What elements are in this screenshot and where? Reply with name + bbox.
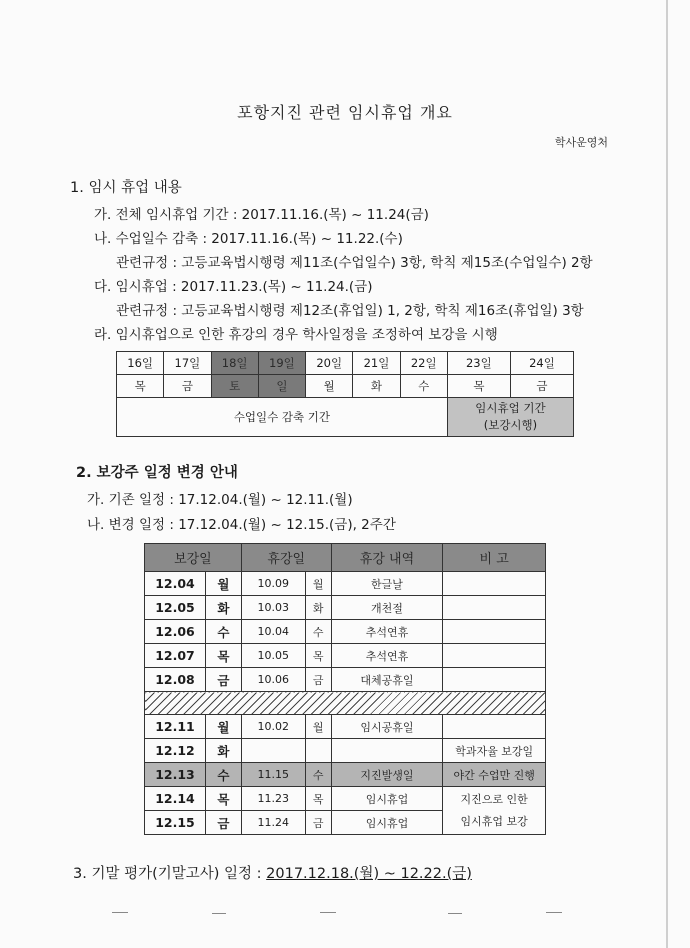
table-row xyxy=(145,715,546,739)
off-day: 금 xyxy=(305,668,331,692)
calendar-weekday: 일 xyxy=(258,375,305,398)
closure-calendar-table xyxy=(116,351,574,437)
off-reason: 대체공휴일 xyxy=(331,668,443,692)
off-reason: 지진발생일 xyxy=(331,763,443,787)
off-date: 10.04 xyxy=(241,620,305,644)
calendar-weekday: 목 xyxy=(447,375,510,398)
note: 학과자율 보강일 xyxy=(443,739,546,763)
merged-note-line-1: 지진으로 인한 xyxy=(460,792,528,806)
off-day: 목 xyxy=(305,644,331,668)
makeup-date: 12.15 xyxy=(145,811,206,835)
calendar-weekday: 금 xyxy=(510,375,573,398)
header-makeup-date: 보강일 xyxy=(145,544,242,572)
off-date: 11.24 xyxy=(241,811,305,835)
makeup-day: 화 xyxy=(205,739,241,763)
section-3-heading xyxy=(73,862,472,883)
calendar-date: 22일 xyxy=(400,352,447,375)
department-label: 학사운영처 xyxy=(554,136,608,149)
item-1b: 나. 수업일수 감축 : 2017.11.16.(목) ~ 11.22.(수) xyxy=(94,231,403,247)
note: 야간 수업만 진행 xyxy=(443,763,546,787)
section-3-prefix: 3. 기말 평가(기말고사) 일정 : xyxy=(73,866,267,882)
scan-mark xyxy=(112,912,128,913)
off-date: 10.05 xyxy=(241,644,305,668)
note xyxy=(443,620,546,644)
makeup-date: 12.12 xyxy=(145,739,206,763)
off-date: 10.09 xyxy=(241,572,305,596)
calendar-date: 17일 xyxy=(164,352,211,375)
off-day: 월 xyxy=(305,572,331,596)
off-date: 10.06 xyxy=(241,668,305,692)
table-row xyxy=(145,596,546,620)
off-date: 10.03 xyxy=(241,596,305,620)
note xyxy=(443,596,546,620)
calendar-date: 19일 xyxy=(258,352,305,375)
scan-mark xyxy=(320,912,336,913)
table-row xyxy=(145,644,546,668)
off-day: 금 xyxy=(305,811,331,835)
off-date: 11.15 xyxy=(241,763,305,787)
item-1c-regulation: 관련규정 : 고등교육법시행령 제12조(휴업일) 1, 2항, 학칙 제16조(휴업일) 3항 xyxy=(116,303,584,319)
makeup-date: 12.07 xyxy=(145,644,206,668)
makeup-day: 금 xyxy=(205,668,241,692)
table-row xyxy=(145,668,546,692)
off-date: 10.02 xyxy=(241,715,305,739)
makeup-date: 12.08 xyxy=(145,668,206,692)
hatched-separator xyxy=(145,692,546,715)
calendar-date: 16일 xyxy=(117,352,164,375)
makeup-day: 금 xyxy=(205,811,241,835)
scan-mark xyxy=(212,913,226,914)
off-day: 수 xyxy=(305,763,331,787)
makeup-date: 12.11 xyxy=(145,715,206,739)
table-row xyxy=(145,787,546,811)
calendar-weekday: 수 xyxy=(400,375,447,398)
makeup-day: 월 xyxy=(205,715,241,739)
merged-note-line-2: 임시휴업 보강 xyxy=(460,814,528,828)
item-1d: 라. 임시휴업으로 인한 휴강의 경우 학사일정을 조정하여 보강을 시행 xyxy=(94,327,498,343)
section-1-heading: 1. 임시 휴업 내용 xyxy=(70,180,182,196)
off-reason xyxy=(331,739,443,763)
final-exam-dates: 2017.12.18.(월) ~ 12.22.(금) xyxy=(266,866,472,882)
document-title: 포항지진 관련 임시휴업 개요 xyxy=(237,103,453,122)
off-reason: 추석연휴 xyxy=(331,644,443,668)
makeup-day: 수 xyxy=(205,763,241,787)
calendar-weekday: 화 xyxy=(353,375,400,398)
off-day xyxy=(305,739,331,763)
temp-closure-cell xyxy=(447,398,573,437)
table-row xyxy=(145,620,546,644)
note xyxy=(443,715,546,739)
makeup-date: 12.04 xyxy=(145,572,206,596)
item-1a: 가. 전체 임시휴업 기간 : 2017.11.16.(목) ~ 11.24(금) xyxy=(94,207,429,223)
makeup-day: 월 xyxy=(205,572,241,596)
makeup-day: 목 xyxy=(205,644,241,668)
calendar-dates-row xyxy=(117,352,574,375)
makeup-schedule-table xyxy=(144,543,546,835)
header-off-date: 휴강일 xyxy=(241,544,331,572)
calendar-weekday: 목 xyxy=(117,375,164,398)
off-day: 월 xyxy=(305,715,331,739)
temp-closure-sublabel: (보강시행) xyxy=(483,418,538,432)
header-off-reason: 휴강 내역 xyxy=(331,544,443,572)
header-note: 비 고 xyxy=(443,544,546,572)
table-row xyxy=(145,572,546,596)
calendar-date: 23일 xyxy=(447,352,510,375)
item-1b-regulation: 관련규정 : 고등교육법시행령 제11조(수업일수) 3항, 학칙 제15조(수업일수) 2항 xyxy=(116,255,593,271)
off-day: 화 xyxy=(305,596,331,620)
makeup-date: 12.13 xyxy=(145,763,206,787)
calendar-weekdays-row xyxy=(117,375,574,398)
calendar-weekday: 토 xyxy=(211,375,258,398)
off-reason: 임시공휴일 xyxy=(331,715,443,739)
table-row xyxy=(145,763,546,787)
makeup-day: 수 xyxy=(205,620,241,644)
merged-note xyxy=(443,787,546,835)
off-day: 목 xyxy=(305,787,331,811)
makeup-day: 목 xyxy=(205,787,241,811)
off-reason: 임시휴업 xyxy=(331,811,443,835)
off-reason: 추석연휴 xyxy=(331,620,443,644)
section-2-heading: 2. 보강주 일정 변경 안내 xyxy=(76,465,238,481)
off-reason: 임시휴업 xyxy=(331,787,443,811)
note xyxy=(443,644,546,668)
calendar-date: 18일 xyxy=(211,352,258,375)
off-date: 11.23 xyxy=(241,787,305,811)
table-row xyxy=(145,739,546,763)
scan-mark xyxy=(448,913,462,914)
off-reason: 한글날 xyxy=(331,572,443,596)
calendar-weekday: 금 xyxy=(164,375,211,398)
calendar-weekday: 월 xyxy=(306,375,353,398)
temp-closure-label: 임시휴업 기간 xyxy=(475,401,546,415)
week-separator-row xyxy=(145,692,546,715)
off-date xyxy=(241,739,305,763)
note xyxy=(443,668,546,692)
off-day: 수 xyxy=(305,620,331,644)
calendar-date: 21일 xyxy=(353,352,400,375)
note xyxy=(443,572,546,596)
item-2b: 나. 변경 일정 : 17.12.04.(월) ~ 12.15.(금), 2주간 xyxy=(87,517,396,533)
calendar-period-row xyxy=(117,398,574,437)
calendar-date: 24일 xyxy=(510,352,573,375)
page-edge xyxy=(666,0,668,948)
makeup-header-row xyxy=(145,544,546,572)
off-reason: 개천절 xyxy=(331,596,443,620)
reduction-period-cell: 수업일수 감축 기간 xyxy=(117,398,448,437)
makeup-date: 12.06 xyxy=(145,620,206,644)
makeup-date: 12.14 xyxy=(145,787,206,811)
makeup-date: 12.05 xyxy=(145,596,206,620)
item-1c: 다. 임시휴업 : 2017.11.23.(목) ~ 11.24.(금) xyxy=(94,279,373,295)
calendar-date: 20일 xyxy=(306,352,353,375)
item-2a: 가. 기존 일정 : 17.12.04.(월) ~ 12.11.(월) xyxy=(87,492,353,508)
makeup-day: 화 xyxy=(205,596,241,620)
scan-mark xyxy=(546,912,562,913)
